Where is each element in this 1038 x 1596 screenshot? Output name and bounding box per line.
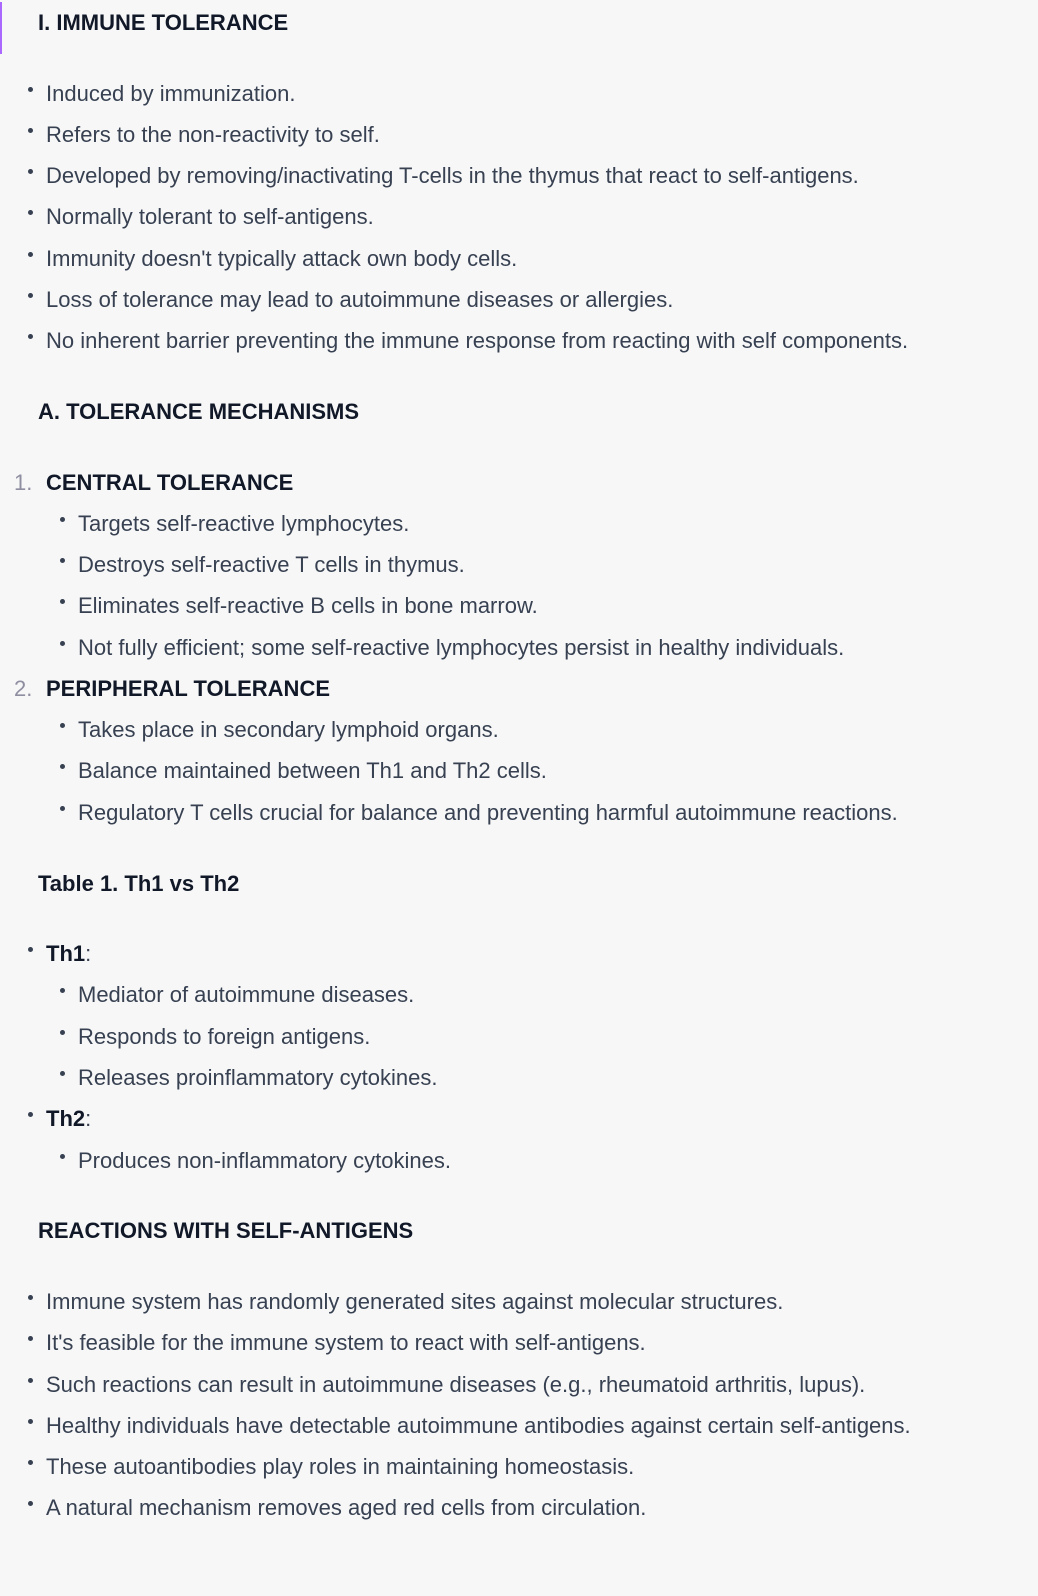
bullet-dot bbox=[60, 1030, 65, 1035]
section-heading-reactions-with-self-antigens: REACTIONS WITH SELF-ANTIGENS bbox=[38, 1218, 414, 1243]
list-item: Mediator of autoimmune diseases. bbox=[78, 982, 415, 1007]
bullet-dot bbox=[28, 293, 33, 298]
section-heading-tolerance-mechanisms: A. TOLERANCE MECHANISMS bbox=[38, 399, 360, 424]
list-item: Responds to foreign antigens. bbox=[78, 1024, 371, 1049]
list-item: Immunity doesn't typically attack own body cells. bbox=[46, 246, 518, 271]
table-heading-th1-vs-th2: Table 1. Th1 vs Th2 bbox=[38, 871, 240, 896]
bullet-dot bbox=[28, 87, 33, 92]
list-item: Immune system has randomly generated sites against molecular structures. bbox=[46, 1289, 784, 1314]
list-item: Balance maintained between Th1 and Th2 cells. bbox=[78, 758, 547, 783]
bullet-dot bbox=[60, 558, 65, 563]
bullet-dot bbox=[60, 599, 65, 604]
bullet-dot bbox=[28, 1295, 33, 1300]
group-label-colon: : bbox=[85, 1106, 92, 1131]
list-item: It's feasible for the immune system to react with self-antigens. bbox=[46, 1330, 646, 1355]
list-item: Healthy individuals have detectable autoimmune antibodies against certain self-antigens. bbox=[46, 1413, 911, 1438]
bullet-dot bbox=[60, 723, 65, 728]
list-item: Such reactions can result in autoimmune diseases (e.g., rheumatoid arthritis, lupus). bbox=[46, 1372, 866, 1397]
list-item: Induced by immunization. bbox=[46, 81, 296, 106]
bullet-dot bbox=[60, 764, 65, 769]
subsection-title-central-tolerance: CENTRAL TOLERANCE bbox=[46, 470, 294, 495]
bullet-dot bbox=[28, 1460, 33, 1465]
list-item: A natural mechanism removes aged red cells from circulation. bbox=[46, 1495, 647, 1520]
bullet-dot bbox=[60, 1154, 65, 1159]
bullet-dot bbox=[28, 334, 33, 339]
bullet-dot bbox=[60, 517, 65, 522]
list-item: Normally tolerant to self-antigens. bbox=[46, 204, 374, 229]
list-item: Eliminates self-reactive B cells in bone marrow. bbox=[78, 593, 538, 618]
bullet-dot bbox=[60, 641, 65, 646]
selection-accent-bar bbox=[0, 2, 2, 54]
bullet-dot bbox=[28, 210, 33, 215]
list-item: Produces non-inflammatory cytokines. bbox=[78, 1148, 451, 1173]
group-label-text: Th1 bbox=[46, 941, 86, 966]
list-item: No inherent barrier preventing the immune response from reacting with self components. bbox=[46, 328, 909, 353]
bullet-dot bbox=[28, 252, 33, 257]
bullet-dot bbox=[28, 947, 33, 952]
section-heading-immune-tolerance: I. IMMUNE TOLERANCE bbox=[38, 10, 289, 35]
list-item: These autoantibodies play roles in maintaining homeostasis. bbox=[46, 1454, 635, 1479]
list-item: Loss of tolerance may lead to autoimmune diseases or allergies. bbox=[46, 287, 674, 312]
bullet-dot bbox=[60, 988, 65, 993]
list-item: Not fully efficient; some self-reactive lymphocytes persist in healthy individuals. bbox=[78, 635, 845, 660]
bullet-dot bbox=[28, 1378, 33, 1383]
group-label-colon: : bbox=[85, 941, 92, 966]
list-item: Developed by removing/inactivating T-cells in the thymus that react to self-antigens. bbox=[46, 163, 859, 188]
list-item: Destroys self-reactive T cells in thymus. bbox=[78, 552, 465, 577]
bullet-dot bbox=[28, 1419, 33, 1424]
bullet-dot bbox=[28, 1501, 33, 1506]
list-number: 1. bbox=[14, 470, 33, 495]
list-item: Releases proinflammatory cytokines. bbox=[78, 1065, 438, 1090]
bullet-dot bbox=[28, 1336, 33, 1341]
subsection-title-peripheral-tolerance: PERIPHERAL TOLERANCE bbox=[46, 676, 331, 701]
list-item: Refers to the non-reactivity to self. bbox=[46, 122, 380, 147]
list-item: Targets self-reactive lymphocytes. bbox=[78, 511, 410, 536]
bullet-dot bbox=[60, 806, 65, 811]
group-label-th1 bbox=[46, 943, 91, 965]
bullet-dot bbox=[28, 169, 33, 174]
group-label-text: Th2 bbox=[46, 1106, 86, 1131]
bullet-dot bbox=[28, 1112, 33, 1117]
bullet-dot bbox=[28, 128, 33, 133]
list-item: Regulatory T cells crucial for balance and preventing harmful autoimmune reactions. bbox=[78, 800, 898, 825]
list-item: Takes place in secondary lymphoid organs. bbox=[78, 717, 499, 742]
group-label-th2 bbox=[46, 1108, 91, 1130]
bullet-dot bbox=[60, 1071, 65, 1076]
list-number: 2. bbox=[14, 676, 33, 701]
